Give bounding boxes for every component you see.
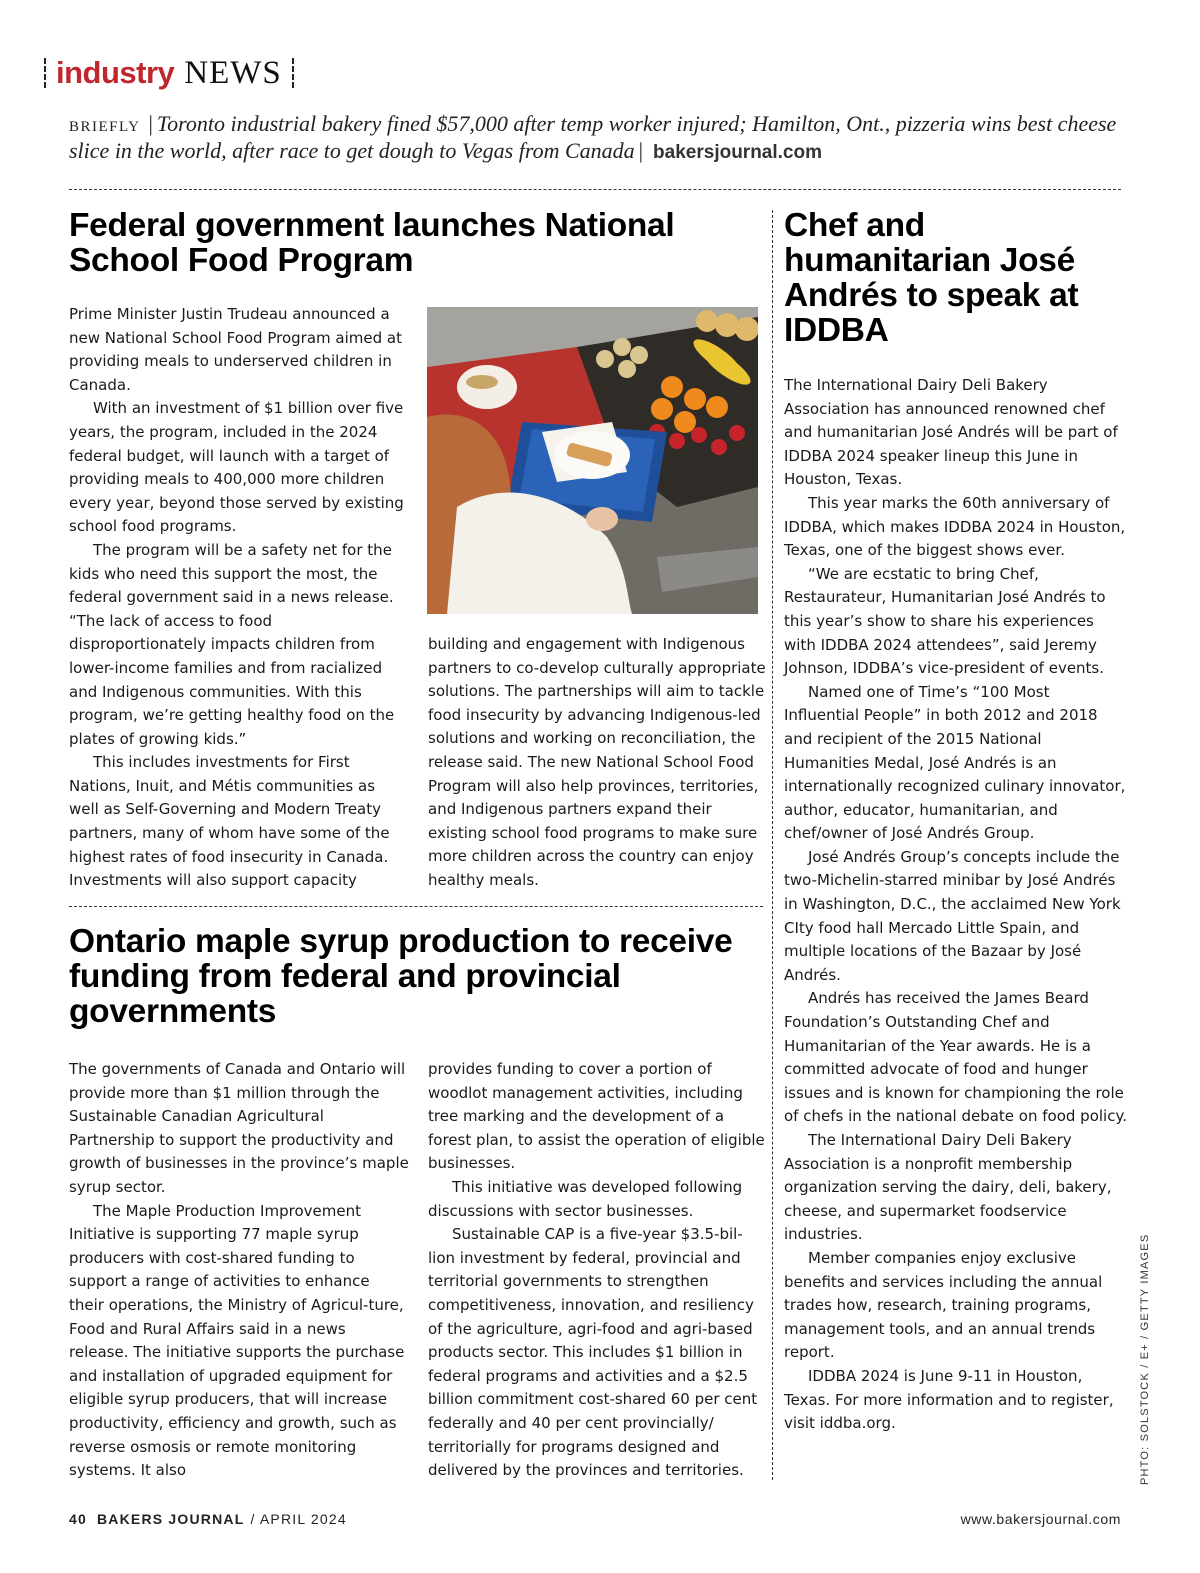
article3-headline: Chef and humanitarian José Andrés to speak at IDDBA [784,207,1079,349]
page-footer-left [69,1511,347,1527]
article2-paragraph: The Maple Production Improvement Initiative is supporting 77 maple syrup producers with cost-shared funding to support a range of activities to enhance their operations, the Ministry of Agricul-ture, Food and Rural Affairs said in a news release. The initiative supports the purchase and installation of upgraded equipment for eligible syrup producers, that will increase productivity, efficiency and growth, such as reverse osmosis or remote monitoring systems. It also [69,1201,405,1480]
article1-column2 [428,633,768,893]
article2-paragraph: This initiative was developed following discussions with sector businesses. [428,1177,743,1220]
header-right-rule [292,58,296,88]
section-label-industry: industry [56,55,175,90]
article1-paragraph: Prime Minister Justin Trudeau announced a new National School Food Program aimed at providing meals to underserved children in Canada. [69,305,402,394]
article3-paragraph: This year marks the 60th anniversary of IDDBA, which makes IDDBA 2024 in Houston, Texas, one of the biggest shows ever. [784,493,1126,560]
article2-paragraph: The governments of Canada and Ontario will provide more than $1 million through the Sustainable Canadian Agricultural Partnership to support the productivity and growth of businesses in the province’s maple syrup sector. [69,1060,409,1196]
article3-paragraph: Named one of Time’s “100 Most Influential People” in both 2012 and 2018 and recipient of the 2015 National Humanities Medal, José Andrés is an internationally recognized culinary innovator, author, educator, humanitarian, and chef/owner of José Andrés Group. [784,682,1126,843]
article3-paragraph: “We are ecstatic to bring Chef, Restaurateur, Humanitarian José Andrés to this year’s show to share his experiences with IDDBA 2024 attendees”, said Jeremy Johnson, IDDBA’s vice-president of events. [784,564,1106,678]
article2-headline: Ontario maple syrup production to receive funding from federal and provincial governments [69,923,733,1030]
article3-paragraph: IDDBA 2024 is June 9-11 in Houston, Texas. For more information and to register, visit iddba.org. [784,1366,1114,1433]
briefly-text: Toronto industrial bakery fined $57,000 after temp worker injured; Hamilton, Ont., pizzeria wins best cheese slice in the world, after race to get dough to Vegas from Canada [69,111,1117,163]
article1-paragraph: The program will be a safety net for the kids who need this support the most, the federal government said in a news release. “The lack of access to food disproportionately impacts children from lower-income families and from racialized and Indigenous communities. With this program, we’re getting healthy food on the plates of growing kids.” [69,540,395,748]
article2-paragraph: Sustainable CAP is a five-year $3.5-bil-lion investment by federal, provincial and territorial governments to strengthen competitiveness, innovation, and resiliency of the agriculture, agri-food and agri-based products sector. This includes $1 billion in federal programs and activities and a $2.5 billion commitment cost-shared 60 per cent federally and 40 per cent provincially/ territorially for programs designed and delivered by the provinces and territories. [428,1225,758,1480]
photo-credit: PHTO: SOLSTOCK / E+ / GETTY IMAGES [1139,1233,1151,1485]
article3-paragraph: The International Dairy Deli Bakery Association is a nonprofit membership organization serving the dairy, deli, bakery, cheese, and supermarket foodservice industries. [784,1131,1112,1244]
top-divider [69,189,1121,190]
article1-paragraph: This includes investments for First Nations, Inuit, and Métis communities as well as Self-Governing and Modern Treaty partners, many of whom have some of the highest rates of food insecurity in Canada. Investments will also support capacity [69,753,390,890]
article3-paragraph: José Andrés Group’s concepts include the two-Michelin-starred minibar by José Andrés in Washington, D.C., the acclaimed New York CIty food hall Mercado Little Spain, and multiple locations of the Bazaar by José Andrés. [784,847,1121,984]
page-number: 40 [69,1511,87,1527]
article2-column2 [428,1058,768,1483]
section-label-news: NEWS [184,54,282,91]
article3-paragraph: Andrés has received the James Beard Foundation’s Outstanding Chef and Humanitarian of the Year awards. He is a committed advocate of food and hunger issues and is known for championing the role of chefs in the national debate on food policy. [784,989,1127,1126]
footer-website-link[interactable]: www.bakersjournal.com [960,1511,1121,1527]
column-divider [772,210,773,1480]
article3-paragraph: The International Dairy Deli Bakery Association has announced renowned chef and humanitarian José Andrés will be part of IDDBA 2024 speaker lineup this June in Houston, Texas. [784,376,1118,489]
article3-paragraph: Member companies enjoy exclusive benefits and services including the annual trades how, research, training programs, management tools, and an annual trends report. [784,1248,1103,1362]
briefly-label: BRIEFLY [69,119,141,135]
article2-paragraph: provides funding to cover a portion of woodlot management activities, including tree marking and the development of a forest plan, to assist the operation of eligible businesses. [428,1060,765,1173]
mid-divider [69,906,763,907]
school-cafeteria-photo [427,307,758,614]
briefly-teaser: BRIEFLY | Toronto industrial bakery fined $57,000 after temp worker injured; Hamilton, Ont., pizzeria wins best cheese slice in the world, after race to get dough to Vegas from Canada | bakersjournal.com [69,111,1117,163]
article1-paragraph: With an investment of $1 billion over five years, the program, included in the 2024 federal budget, will launch with a target of providing meals to 400,000 more children every year, beyond those served by existing school food programs. [69,399,404,536]
article3-column [784,374,1129,1436]
briefly-site-link[interactable]: bakersjournal.com [653,142,822,163]
article1-column1 [69,303,409,893]
photo-illustration [427,307,758,614]
issue-date: / APRIL 2024 [250,1511,347,1527]
article1-paragraph: building and engagement with Indigenous partners to co-develop culturally appropriate solutions. The partnerships will aim to tackle food insecurity by advancing Indigenous-led solutions and working on reconciliation, the release said. The new National School Food Program will also help provinces, territories, and Indigenous partners expand their existing school food programs to make sure more children across the country can enjoy healthy meals. [428,635,766,889]
article2-column1 [69,1058,409,1483]
article1-headline: Federal government launches National School Food Program [69,207,675,279]
section-header [44,52,296,94]
magazine-name: BAKERS JOURNAL [96,1511,245,1527]
header-left-rule [44,58,48,88]
